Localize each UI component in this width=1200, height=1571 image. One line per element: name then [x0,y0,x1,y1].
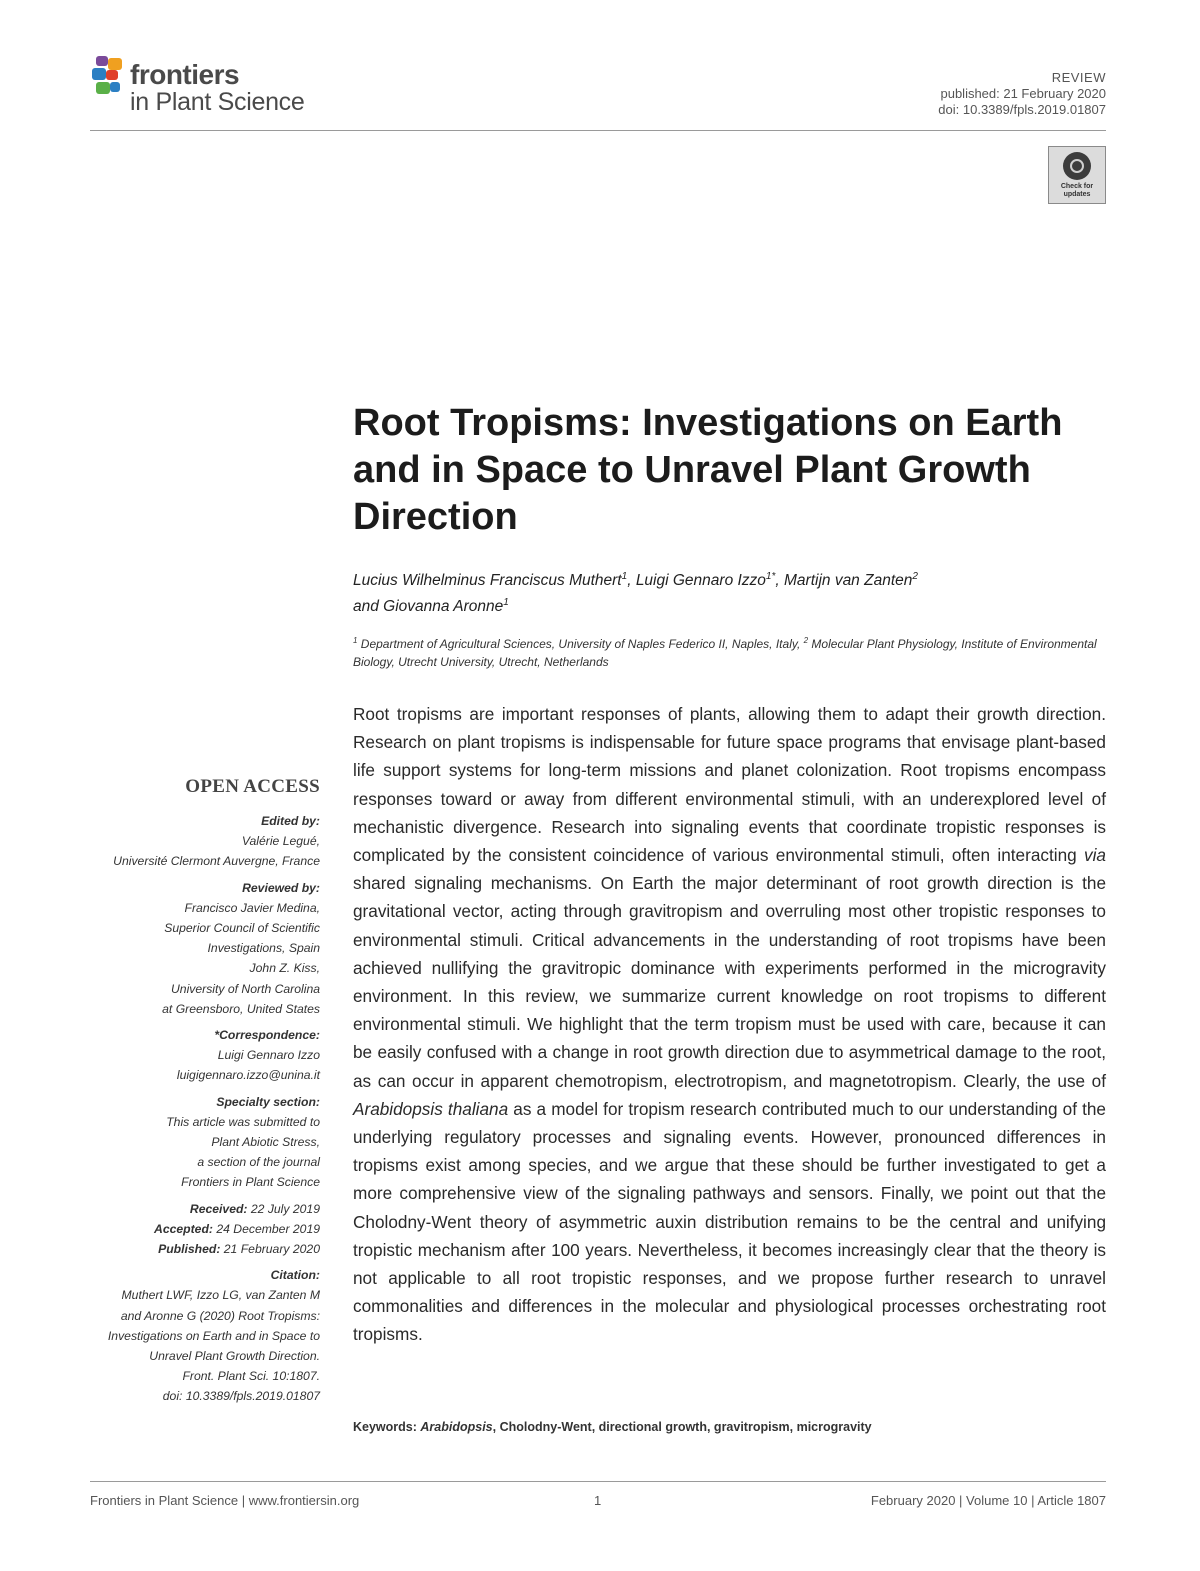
keyword-text: Keywords: [353,1420,421,1434]
date-row [80,1239,320,1259]
author-affiliation-mark: 1* [765,571,776,582]
check-updates-icon [1063,152,1091,180]
sidebar-section [80,1092,320,1193]
sidebar-line: Investigations on Earth and in Space to [107,1328,320,1343]
sidebar-line: Superior Council of Scientific [164,921,320,936]
journal-name: in Plant Science [130,88,305,116]
sidebar-section [80,1199,320,1260]
date-label: Received: [189,1201,248,1216]
author-list: Lucius Wilhelminus Franciscus Muthert$^1$, Luigi Gennaro Izzo$^{1*}$, Martijn van Zanten$^2$ and Giovanna Aronne$^1$ [353,571,918,616]
author-affiliation-mark: 1 [503,597,509,609]
date-label: Accepted: [154,1221,213,1236]
keyword-text: Arabidopsis [420,1420,493,1434]
abstract [353,700,1106,1349]
keywords [353,1420,1113,1434]
article-info-sidebar [80,775,320,1407]
affiliation-mark: 2 [803,636,809,645]
sidebar-section [80,1265,320,1406]
date-value: 21 February 2020 [220,1242,320,1257]
sidebar-line: This article was submitted to [166,1114,320,1129]
abstract-text: as a model for tropism research contributed much to our understanding of the underlying regulatory processes and signaling events. However, pronounced differences in tropisms exist among species, and we argue that these should be further investigated to get a more comprehensive view of the signaling pathways and sensors. Finally, we point out that the Cholodny-Went theory of asymmetric auxin distribution remains to be the central and unifying tropistic mechanism after 100 years. Nevertheless, it becomes increasingly clear that the theory is not applicable to all root tropistic responses, and we propose further research to unravel commonalities and differences in the molecular and physiological processes orchestrating root tropisms. [353,1098,1106,1345]
sidebar-heading: Edited by: [261,814,320,828]
sidebar-heading: *Correspondence: [214,1028,320,1043]
author-affiliation-mark: 2 [912,571,918,582]
date-value: 22 July 2019 [247,1201,320,1216]
sidebar-line: a section of the journal [197,1155,320,1170]
open-access-label: OPEN ACCESS [185,776,320,797]
logo-wordmark: frontiers [130,59,240,90]
sidebar-line: Francisco Javier Medina, [184,900,320,915]
author-name[interactable]: Luigi Gennaro Izzo [635,572,766,590]
affiliations [353,632,1113,671]
sidebar-heading: Reviewed by: [242,880,320,895]
sidebar-line: Université Clermont Auvergne, France [113,854,320,869]
sidebar-line: Plant Abiotic Stress, [211,1135,320,1150]
frontiers-logo-icon [90,52,130,100]
sidebar-line: University of North Carolina [170,981,320,996]
sidebar-line: Unravel Plant Growth Direction. [149,1349,320,1364]
check-updates-label: Check for updates [1060,183,1094,198]
article-type: REVIEW [1051,70,1106,85]
author-affiliation-mark: 1 [621,571,628,582]
abstract-text: Arabidopsis thaliana [353,1098,509,1119]
affiliation-text: Department of Agricultural Sciences, University of Naples Federico II, Naples, Italy, [357,637,804,651]
sidebar-line: John Z. Kiss, [249,961,320,976]
footer-divider [90,1481,1106,1482]
article-title: Root Tropisms: Investigations on Earth and in Space to Unravel Plant Growth Direction [353,402,1063,538]
author-name[interactable]: Martijn van Zanten [784,572,913,590]
sidebar-line: doi: 10.3389/fpls.2019.01807 [162,1389,320,1404]
keyword-text: , Cholodny-Went, directional growth, gravitropism, microgravity [492,1420,872,1434]
correspondence-email[interactable]: luigigennaro.izzo@unina.it [176,1068,320,1083]
sidebar-line: Investigations, Spain [207,941,320,956]
date-row [80,1219,320,1239]
published-date: published: 21 February 2020 [940,86,1106,101]
abstract-text: Root tropisms are important responses of plants, allowing them to adapt their growth direction. Research on plant tropisms is indispensable for future space programs that envisage plant-based life support systems for long-term missions and planet colonization. Root tropisms encompass responses toward or away from different environmental stimuli, with an underexplored level of mechanistic divergence. Research into signaling events that coordinate tropistic responses is complicated by the consistent coincidence of various environmental stimuli, often interacting [353,704,1106,866]
sidebar-line: Frontiers in Plant Science [181,1175,320,1190]
sidebar-section [80,1025,320,1086]
affiliation-text: Molecular Plant Physiology, Institute of Environmental Biology, Utrecht University, Utrecht, Netherlands [353,637,1097,669]
header-divider [90,130,1106,131]
sidebar-line: and Aronne G (2020) Root Tropisms: [120,1308,320,1323]
journal-logo[interactable] [90,52,350,122]
sidebar-section [80,811,320,872]
doi[interactable]: doi: 10.3389/fpls.2019.01807 [938,102,1106,117]
abstract-text: via [1084,845,1106,866]
sidebar-heading: Citation: [270,1268,320,1283]
footer-journal[interactable]: Frontiers in Plant Science | www.frontiersin.org [90,1493,360,1508]
date-value: 24 December 2019 [212,1221,320,1236]
date-row [80,1199,320,1219]
abstract-text: shared signaling mechanisms. On Earth the major determinant of root growth direction is the gravitational vector, acting through gravitropism and overruling most other tropistic responses to environmental stimuli. Critical advancements in the understanding of root tropisms have been achieved nullifying the gravitropic dominance with experiments performed in the microgravity environment. In this review, we summarize current knowledge on root tropisms to different environmental stimuli. We highlight that the term tropism must be used with care, because it can be easily confused with a change in root growth direction due to asymmetrical damage to the root, as can occur in apparent chemotropism, electrotropism, and magnetotropism. Clearly, the use of [353,873,1106,1091]
sidebar-line: Front. Plant Sci. 10:1807. [182,1369,320,1384]
sidebar-line: Luigi Gennaro Izzo [217,1048,320,1063]
article-meta [938,70,1106,118]
affiliation-mark: 1 [353,636,358,645]
page-number: 1 [594,1493,602,1508]
author-name[interactable]: and Giovanna Aronne [353,598,504,616]
footer-issue: February 2020 | Volume 10 | Article 1807 [870,1493,1106,1508]
sidebar-line: Valérie Legué, [241,834,320,849]
sidebar-line: at Greensboro, United States [162,1001,320,1016]
date-label: Published: [158,1242,221,1257]
author-name[interactable]: Lucius Wilhelminus Franciscus Muthert [353,572,622,590]
sidebar-section [80,878,320,1019]
sidebar-line: Muthert LWF, Izzo LG, van Zanten M [121,1288,320,1303]
sidebar-heading: Specialty section: [216,1094,320,1109]
check-for-updates-button[interactable] [1048,146,1106,204]
